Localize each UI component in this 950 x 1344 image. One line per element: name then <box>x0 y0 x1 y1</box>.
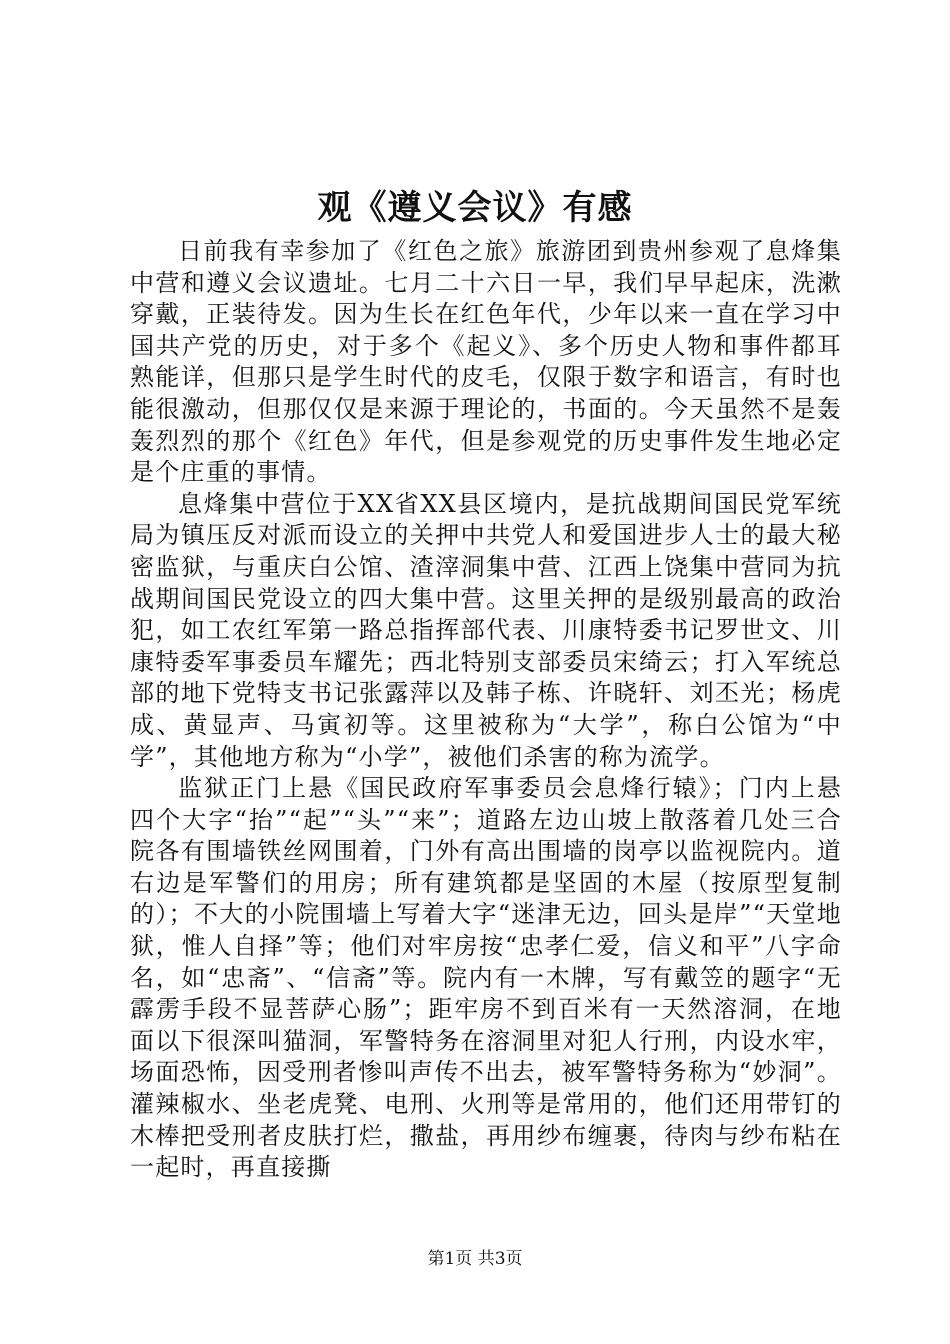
page-number-footer: 第1页 共3页 <box>427 1249 523 1269</box>
document-body <box>130 236 842 1184</box>
document-title: 观《遵义会议》有感 <box>317 188 633 228</box>
paragraph-2: 息烽集中营位于XX省XX县区境内，是抗战期间国民党军统局为镇压反对派而设立的关押中共党人和爱国进步人士的最大秘密监狱，与重庆白公馆、渣滓洞集中营、江西上饶集中营同为抗战期间国民党设立的四大集中营。这里关押的是级别最高的政治犯，如工农红军第一路总指挥部代表、川康特委书记罗世文、川康特委军事委员车耀先；西北特别支部委员宋绮云；打入军统总部的地下党特支书记张露萍以及韩子栋、许晓轩、刘丕光；杨虎成、黄显声、马寅初等。这里被称为“大学”，称白公馆为“中学”，其他地方称为“小学”，被他们杀害的称为流学。 <box>130 489 842 771</box>
paragraph-1: 日前我有幸参加了《红色之旅》旅游团到贵州参观了息烽集中营和遵义会议遗址。七月二十六日一早，我们早早起床，洗漱穿戴，正装待发。因为生长在红色年代，少年以来一直在学习中国共产党的历史，对于多个《起义》、多个历史人物和事件都耳熟能详，但那只是学生时代的皮毛，仅限于数字和语言，有时也能很激动，但那仅仅是来源于理论的，书面的。今天虽然不是轰轰烈烈的那个《红色》年代，但是参观党的历史事件发生地必定是个庄重的事情。 <box>130 237 842 487</box>
paragraph-3: 监狱正门上悬《国民政府军事委员会息烽行辕》；门内上悬四个大字“抬”“起”“头”“来”；道路左边山坡上散落着几处三合院各有围墙铁丝网围着，门外有高出围墙的岗亭以监视院内。道右边是军警们的用房；所有建筑都是坚固的木屋（按原型复制的）；不大的小院围墙上写着大字“迷津无边，回头是岸”“天堂地狱，惟人自择”等；他们对牢房按“忠孝仁爱，信义和平”八字命名，如“忠斋”、“信斋”等。院内有一木牌，写有戴笠的题字“无霹雳手段不显菩萨心肠”；距牢房不到百米有一天然溶洞，在地面以下很深叫猫洞，军警特务在溶洞里对犯人行刑，内设水牢，场面恐怖，因受刑者惨叫声传不出去，被军警特务称为“妙洞”。灌辣椒水、坐老虎凳、电刑、火刑等是常用的，他们还用带钉的木棒把受刑者皮肤打烂，撒盐，再用纱布缠裹，待肉与纱布粘在一起时，再直接撕 <box>130 774 842 1182</box>
